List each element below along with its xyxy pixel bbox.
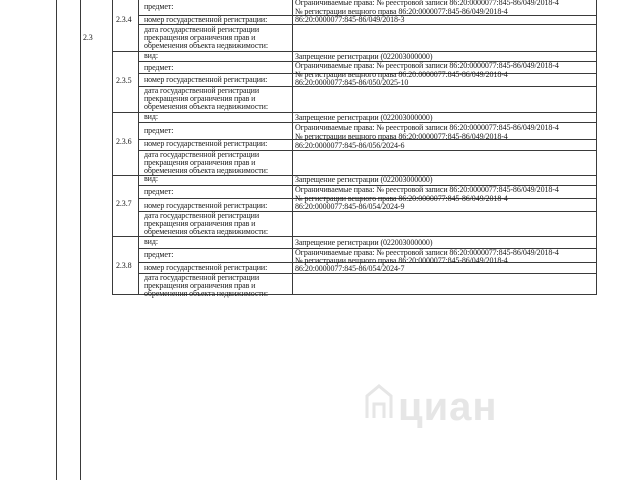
type-value: Запрещение регистрации (022003000000) [295,238,433,247]
subject-label: предмет: [144,187,174,196]
entry-number: 2.3.8 [116,261,132,270]
type-label: вид: [144,51,158,60]
date-label: прекращения ограничения прав и [144,158,256,167]
watermark-text: циан [398,385,498,429]
entry-number: 2.3.6 [116,137,132,146]
date-label: дата государственной регистрации [144,25,260,34]
entry-number: 2.3.5 [116,76,132,85]
subject-value: Ограничиваемые права: № реестровой записи 86:20:0000077:845-86/049/2018-4 [295,0,559,7]
column-divider [80,0,81,480]
subject-value: № регистрации вещного права 86:20:0000077:845-86/049/2018-4 [295,256,508,265]
date-label: обременения объекта недвижимости: [144,166,268,175]
regnum-value: 86:20:0000077:845-86/056/2024-6 [295,141,405,150]
subject-value: № регистрации вещного права 86:20:0000077:845-86/049/2018-4 [295,70,508,79]
subject-value: № регистрации вещного права 86:20:0000077:845-86/049/2018-4 [295,7,508,16]
regnum-value: 86:20:0000077:845-86/054/2024-7 [295,264,405,273]
regnum-label: номер государственной регистрации: [144,139,268,148]
table-border-left [56,0,57,480]
type-value: Запрещение регистрации (022003000000) [295,113,433,122]
subject-value: Ограничиваемые права: № реестровой записи 86:20:0000077:845-86/049/2018-4 [295,123,559,132]
subject-value: № регистрации вещного права 86:20:0000077:845-86/049/2018-4 [295,132,508,141]
type-value: Запрещение регистрации (022003000000) [295,52,433,61]
subject-label: предмет: [144,2,174,11]
watermark-house-icon [364,380,394,420]
type-label: вид: [144,174,158,183]
regnum-value: 86:20:0000077:845-86/050/2025-10 [295,78,409,87]
section-number: 2.3 [83,33,93,42]
type-label: вид: [144,112,158,121]
column-divider [292,0,293,295]
date-label: обременения объекта недвижимости: [144,102,268,111]
date-label: дата государственной регистрации [144,211,260,220]
subject-value: Ограничиваемые права: № реестровой записи 86:20:0000077:845-86/049/2018-4 [295,185,559,194]
entry-number: 2.3.4 [116,15,132,24]
date-label: прекращения ограничения прав и [144,94,256,103]
subject-value: Ограничиваемые права: № реестровой записи 86:20:0000077:845-86/049/2018-4 [295,61,559,70]
subject-value: № регистрации вещного права 86:20:0000077:845-86/049/2018-4 [295,194,508,203]
date-label: прекращения ограничения прав и [144,219,256,228]
date-label: дата государственной регистрации [144,273,260,282]
regnum-label: номер государственной регистрации: [144,15,268,24]
entry-number: 2.3.7 [116,199,132,208]
table-border-right [596,0,597,295]
column-divider [138,0,139,295]
column-divider [112,0,113,295]
regnum-label: номер государственной регистрации: [144,263,268,272]
date-label: прекращения ограничения прав и [144,33,256,42]
date-label: дата государственной регистрации [144,150,260,159]
subject-value: Ограничиваемые права: № реестровой записи 86:20:0000077:845-86/049/2018-4 [295,248,559,257]
regnum-label: номер государственной регистрации: [144,75,268,84]
date-label: дата государственной регистрации [144,86,260,95]
type-value: Запрещение регистрации (022003000000) [295,175,433,184]
subject-label: предмет: [144,63,174,72]
type-label: вид: [144,237,158,246]
regnum-label: номер государственной регистрации: [144,201,268,210]
date-label: обременения объекта недвижимости: [144,289,268,298]
entry-separator [112,236,597,237]
subject-label: предмет: [144,126,174,135]
regnum-value: 86:20:0000077:845-86/049/2018-3 [295,15,405,24]
date-label: прекращения ограничения прав и [144,281,256,290]
date-label: обременения объекта недвижимости: [144,41,268,50]
subject-label: предмет: [144,250,174,259]
regnum-value: 86:20:0000077:845-86/054/2024-9 [295,202,405,211]
date-label: обременения объекта недвижимости: [144,227,268,236]
